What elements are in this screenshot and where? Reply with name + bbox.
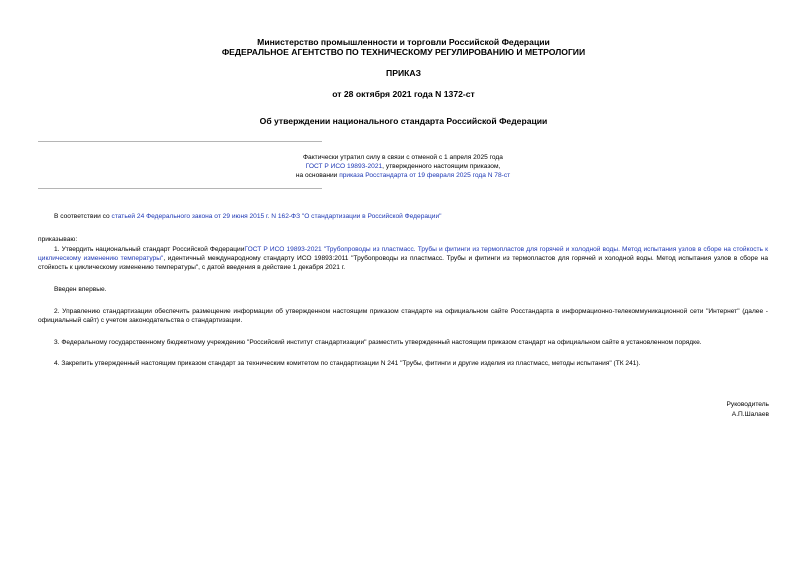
- divider-top: [38, 141, 322, 142]
- order-word: приказываю:: [38, 236, 78, 243]
- signatory-name: А.П.Шалаев: [731, 411, 769, 418]
- document-type: ПРИКАЗ: [386, 68, 421, 78]
- signatory-position: Руководитель: [726, 401, 769, 408]
- item-1: 1. Утвердить национальный стандарт Российской ФедерацииГОСТ Р ИСО 19893-2021 "Трубопроводы из пластмасс. Трубы и фитинги из термопластов для горячей и холодной воды. Метод испытания узлов в сборе на стойкость к циклическому изменению температуры", идентичный международному стандарту ИСО 19893:2011 "Трубопроводы из пластмасс. Трубы и фитинги из термопластов для горячей и холодной воды. Метод испытания узлов в сборе на стойкость к циклическому изменению температуры", с датой введения в действие 1 декабря 2021 г.: [38, 246, 769, 271]
- agency-name: ФЕДЕРАЛЬНОЕ АГЕНТСТВО ПО ТЕХНИЧЕСКОМУ РЕГУЛИРОВАНИЮ И МЕТРОЛОГИИ: [221, 47, 586, 57]
- status-note: [150, 153, 656, 180]
- preamble: В соответствии со статьей 24 Федерального закона от 29 июня 2015 г. N 162-ФЗ "О стандартизации в Российской Федерации": [54, 213, 442, 220]
- item-2: 2. Управлению стандартизации обеспечить размещение информации об утвержденном настоящим приказом стандарте на официальном сайте Росстандарта в информационно-телекоммуникационной сети "Интернет" (далее - официальный сайт) с учетом законодательства о стандартизации.: [38, 308, 768, 324]
- gost-link[interactable]: ГОСТ Р ИСО 19893-2021: [305, 163, 383, 170]
- document-date-number: от 28 октября 2021 года N 1372-ст: [332, 89, 475, 99]
- ministry-name: Министерство промышленности и торговли Российской Федерации: [257, 37, 550, 47]
- document-title: Об утверждении национального стандарта Российской Федерации: [259, 116, 548, 126]
- rosstandart-order-link[interactable]: приказа Росстандарта от 19 февраля 2025 года N 78-ст: [339, 172, 511, 179]
- divider-bottom: [38, 188, 322, 189]
- gost-standard-link[interactable]: ГОСТ Р ИСО 19893-2021 "Трубопроводы из пластмасс. Трубы и фитинги из термопластов для горячей и холодной воды. Метод испытания узлов в сборе на стойкость к циклическому изменению температуры": [38, 246, 768, 262]
- status-note-line3: на основании приказа Росстандарта от 19 февраля 2025 года N 78-ст: [295, 172, 511, 179]
- item-3: 3. Федеральному государственному бюджетному учреждению "Российский институт стандартизации" разместить утвержденный настоящим приказом стандарт на официальном сайте в установленном порядке.: [54, 339, 702, 346]
- first-time-note: Введен впервые.: [54, 286, 107, 293]
- item-4: 4. Закрепить утвержденный настоящим приказом стандарт за техническим комитетом по стандартизации N 241 "Трубы, фитинги и другие изделия из пластмасс, методы испытания" (ТК 241).: [54, 360, 641, 367]
- status-note-line2: ГОСТ Р ИСО 19893-2021, утвержденного настоящим приказом,: [305, 163, 501, 170]
- status-note-line1: Фактически утратил силу в связи с отменой с 1 апреля 2025 года: [303, 154, 503, 161]
- federal-law-link[interactable]: статьей 24 Федерального закона от 29 июня 2015 г. N 162-ФЗ "О стандартизации в Российской Федерации": [111, 213, 442, 220]
